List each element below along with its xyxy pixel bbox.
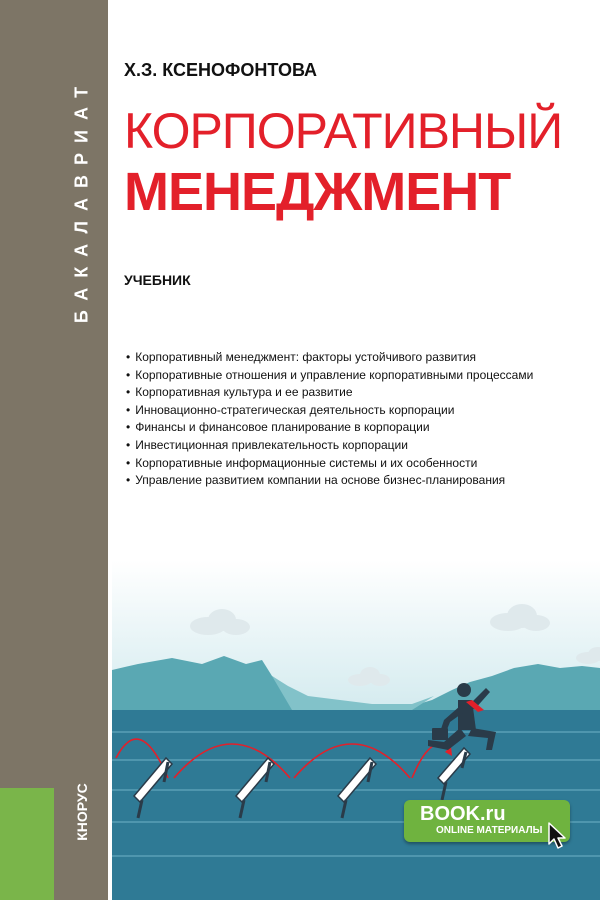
feature-item: • Инвестиционная привлекательность корпорации (126, 437, 533, 455)
title-line-2: МЕНЕДЖМЕНТ (124, 162, 511, 222)
feature-item: • Инновационно-стратегическая деятельность корпорации (126, 402, 533, 420)
feature-item: • Управление развитием компании на основе бизнес-планирования (126, 472, 533, 490)
title-line-1: КОРПОРАТИВНЫЙ (124, 103, 563, 159)
badge-title: BOOK.ru (420, 803, 506, 825)
hurdles-runner-illustration (112, 560, 600, 900)
feature-item: • Корпоративные информационные системы и их особенности (126, 455, 533, 473)
feature-item: • Корпоративный менеджмент: факторы устойчивого развития (126, 349, 533, 367)
mouse-pointer-icon (548, 822, 568, 850)
feature-item: • Корпоративные отношения и управление корпоративными процессами (126, 367, 533, 385)
publisher-label: КНОРУС (74, 783, 90, 841)
book-ru-badge[interactable] (404, 800, 570, 842)
badge-subtitle: ONLINE МАТЕРИАЛЫ (436, 825, 543, 836)
feature-list (126, 349, 533, 490)
feature-item: • Финансы и финансовое планирование в корпорации (126, 419, 533, 437)
feature-item: • Корпоративная культура и ее развитие (126, 384, 533, 402)
book-type: УЧЕБНИК (124, 272, 191, 288)
spine-green-block (0, 788, 54, 900)
author: Х.З. КСЕНОФОНТОВА (124, 60, 318, 80)
series-label: БАКАЛАВРИАТ (71, 76, 92, 324)
